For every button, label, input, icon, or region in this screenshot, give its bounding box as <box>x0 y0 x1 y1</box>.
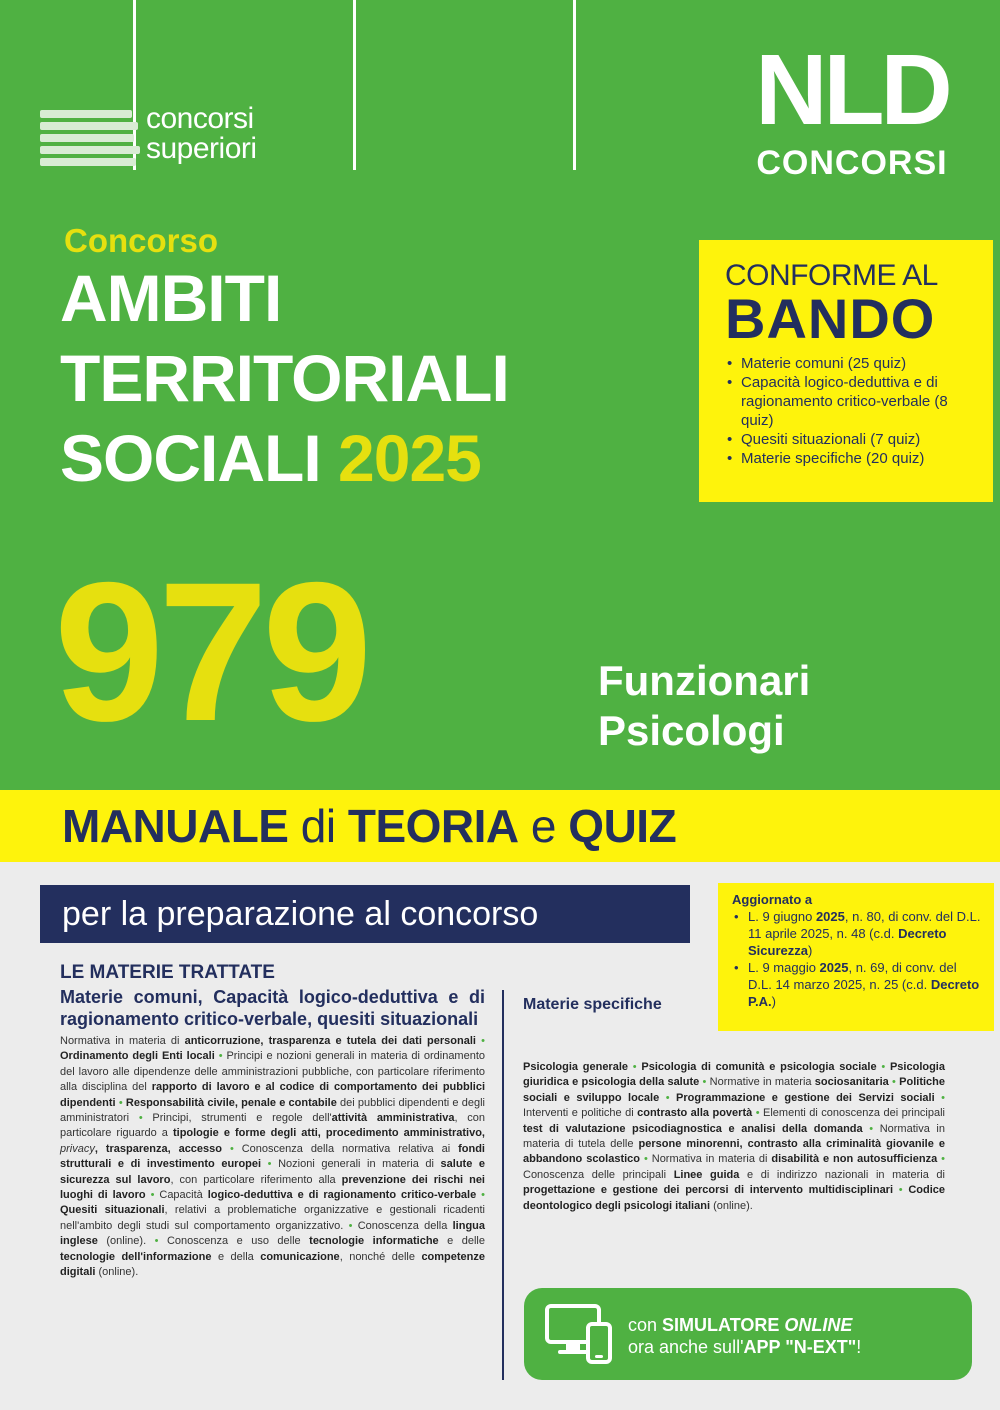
manual-band <box>0 790 1000 862</box>
list-item: • L. 9 maggio 2025, n. 69, di conv. del D.L. 14 marzo 2025, n. 25 (c.d. Decreto P.A.) <box>732 959 984 1010</box>
title-year: 2025 <box>338 421 481 495</box>
brand-line1: concorsi <box>146 102 254 135</box>
title-line2: TERRITORIALI <box>60 341 509 415</box>
simulator-banner <box>524 1288 972 1380</box>
role-line1: Funzionari <box>598 657 811 704</box>
bando-box <box>699 240 993 502</box>
list-item: • Materie specifiche (20 quiz) <box>725 449 977 468</box>
update-box <box>718 883 994 1031</box>
bando-list <box>725 354 977 468</box>
materie-title: LE MATERIE TRATTATE <box>60 962 275 983</box>
manual-word: e <box>530 800 557 852</box>
manual-word: QUIZ <box>568 800 677 852</box>
bando-main: BANDO <box>725 287 936 350</box>
materie-specifiche-column <box>523 1060 945 1214</box>
vertical-rule <box>353 0 356 170</box>
list-item: • Capacità logico-deduttiva e di ragionamento critico-verbale (8 quiz) <box>725 373 977 430</box>
materie-right-text: Psicologia generale • Psicologia di comunità e psicologia sociale • Psicologia giuridica e psicologia della salute • Normative in materia sociosanitaria • Politiche sociali e sviluppo locale • Programmazione e gestione dei Servizi sociali • Interventi e politiche di contrasto alla povertà • Elementi di conoscenza dei principali test di valutazione psicodiagnostica e analisi della domanda • Normativa in materia di tutela delle persone minorenni, contrasto alla criminalità giovanile e abbandono scolastico • Normativa in materia di disabilità e non autosufficienza • Conoscenza delle principali Linee guida e di indirizzo nazionali in materia di progettazione e gestione dei percorsi di intervento multidisciplinari • Codice deontologico degli psicologi italiani (online). <box>523 1061 946 1212</box>
role-line2: Psicologi <box>598 707 785 754</box>
column-divider <box>502 990 504 1380</box>
prep-band: per la preparazione al concorso <box>40 885 690 943</box>
manual-word: MANUALE <box>62 800 289 852</box>
books-icon <box>40 110 140 166</box>
brand-line2: superiori <box>146 132 257 165</box>
title-line1: AMBITI <box>60 261 282 335</box>
roles <box>598 656 810 756</box>
publisher-logo <box>40 104 320 174</box>
update-head: Aggiornato a <box>732 892 813 907</box>
vertical-rule <box>573 0 576 170</box>
series-mark: NLD <box>755 34 949 146</box>
list-item: • L. 9 giugno 2025, n. 80, di conv. del D.L. 11 aprile 2025, n. 48 (c.d. Decreto Sicurezza) <box>732 908 984 959</box>
materie-left-text: Normativa in materia di anticorruzione, trasparenza e tutela dei dati personali • Ordinamento degli Enti locali • Principi e nozioni generali in materia di ordinamento del lavoro alle dipendenze delle amministrazioni pubbliche, con particolare riferimento alla disciplina del rapporto di lavoro e al codice di comportamento dei pubblici dipendenti • Responsabilità civile, penale e contabile dei pubblici dipendenti e degli amministratori • Principi, strumenti e regole dell'attività amministrativa, con particolare riguardo a tipologie e forme degli atti, procedimento amministrativo, privacy, trasparenza, accesso • Conoscenza della normativa relativa ai fondi strutturali e di investimento europei • Nozioni generali in materia di salute e sicurezza sul lavoro, con particolare riferimento alla prevenzione dei rischi nei luoghi di lavoro • Capacità logico-deduttiva e di ragionamento critico-verbale • Quesiti situazionali, relativi a problematiche organizzative e gestionali ricadenti nell'ambito degli studi sul comportamento organizzativo. • Conoscenza della lingua inglese (online). • Conoscenza e uso delle tecnologie informatiche e delle tecnologie dell'informazione e della comunicazione, nonché delle competenze digitali (online). <box>60 1035 486 1279</box>
manual-word: TEORIA <box>347 800 519 852</box>
title-line3-text: SOCIALI <box>60 421 321 495</box>
title-line3 <box>60 423 481 493</box>
list-item: • Quesiti situazionali (7 quiz) <box>725 430 977 449</box>
materie-comuni-column <box>60 962 485 1281</box>
series-sub: CONCORSI <box>756 144 948 182</box>
materie-right-subtitle: Materie specifiche <box>523 996 662 1013</box>
bando-pre: CONFORME AL <box>725 259 938 292</box>
positions-count: 979 <box>54 541 367 762</box>
kicker: Concorso <box>64 222 219 259</box>
materie-left-subtitle: Materie comuni, Capacità logico-deduttiva e di ragionamento critico-verbale, quesiti situazionali <box>60 987 485 1029</box>
manual-word: di <box>300 800 336 852</box>
list-item: • Materie comuni (25 quiz) <box>725 354 977 373</box>
series-logo <box>742 34 962 183</box>
simulator-text: con SIMULATORE ONLINE ora anche sull'APP "N-EXT"! <box>628 1315 862 1357</box>
devices-icon <box>544 1302 614 1366</box>
